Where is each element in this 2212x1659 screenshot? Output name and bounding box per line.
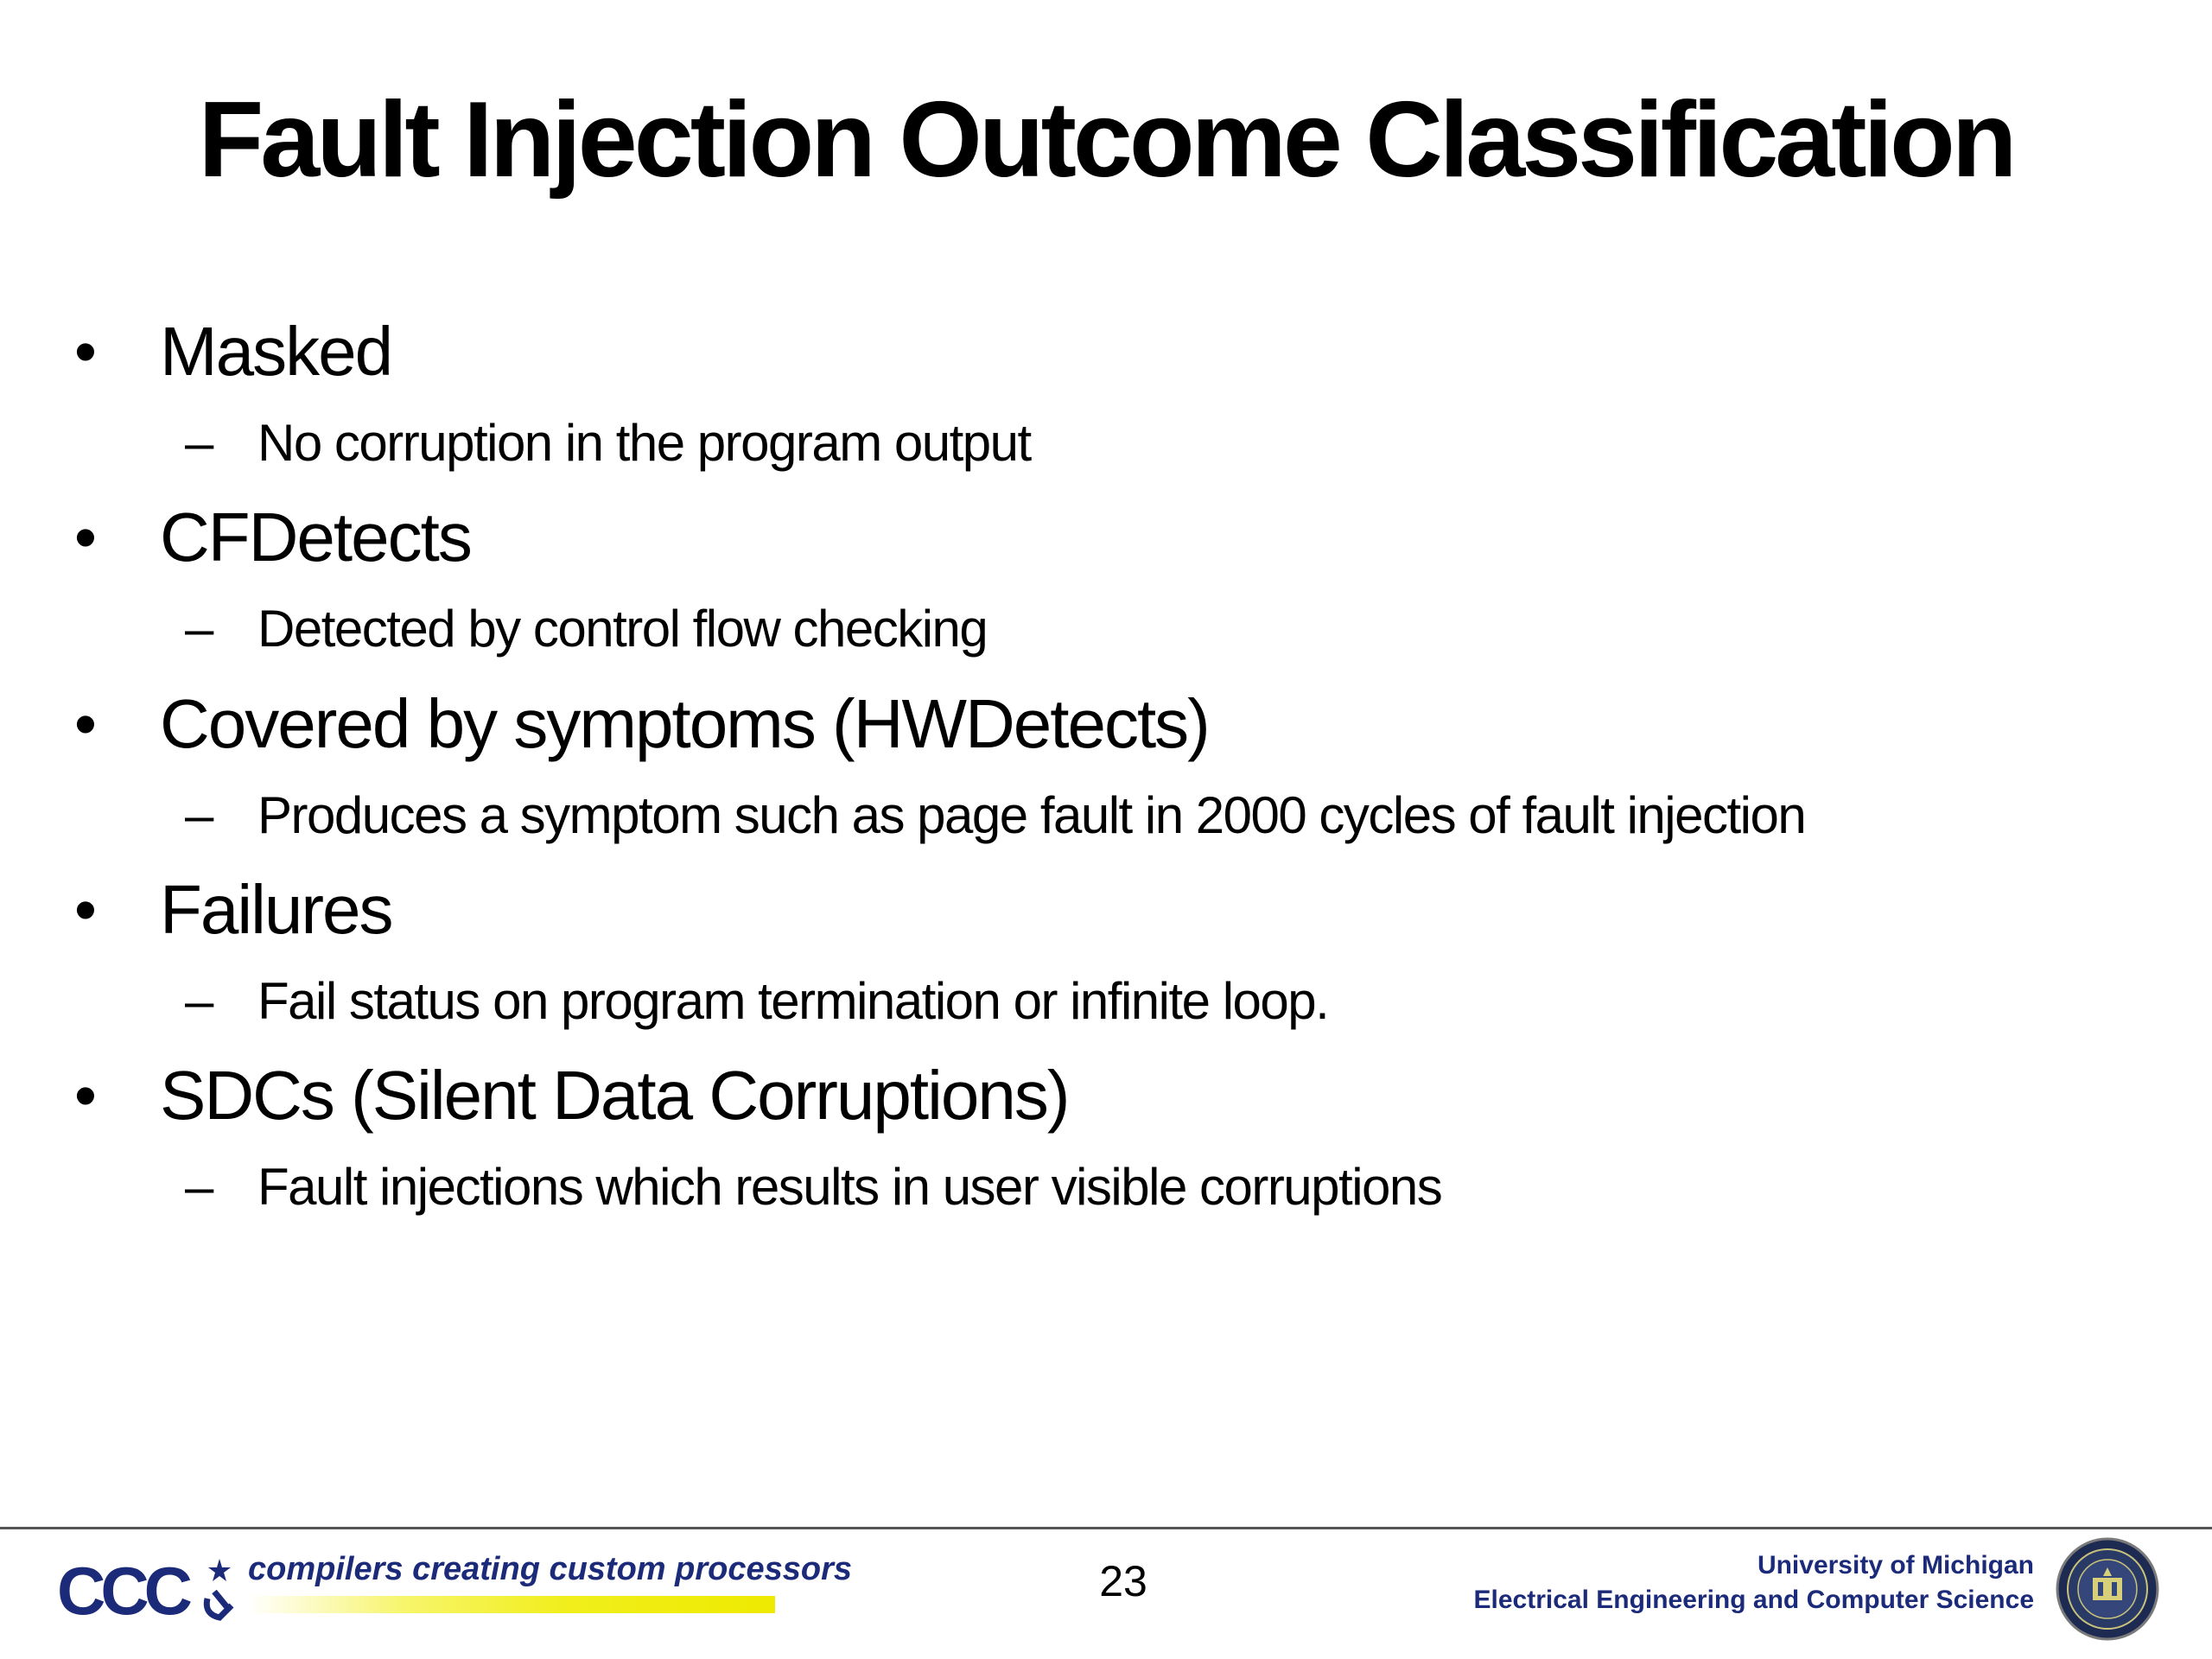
dash-icon: – <box>185 600 214 658</box>
bullet-icon: • <box>74 688 97 760</box>
sub-bullet-item <box>0 963 2212 1040</box>
bullet-item <box>0 304 2212 399</box>
sub-bullet-text: No corruption in the program output <box>257 414 1031 472</box>
bullet-icon: • <box>74 501 97 573</box>
sub-bullet-text: Fail status on program termination or infinite loop. <box>257 972 1329 1030</box>
footer-divider <box>0 1527 2212 1529</box>
ccc-logo-icon <box>54 1547 244 1633</box>
tagline: compilers creating custom processors <box>248 1551 853 1587</box>
sub-bullet-item <box>0 777 2212 855</box>
sub-bullet-text: Produces a symptom such as page fault in 2000 cycles of fault injection <box>257 786 1806 844</box>
bullet-label: SDCs (Silent Data Corruptions) <box>160 1057 1069 1134</box>
bullet-item <box>0 1048 2212 1143</box>
dash-icon: – <box>185 414 214 472</box>
bullet-item <box>0 490 2212 585</box>
bullet-label: CFDetects <box>160 499 471 575</box>
sub-bullet-text: Fault injections which results in user visible corruptions <box>257 1158 1442 1216</box>
bullet-icon: • <box>74 874 97 945</box>
bullet-icon: • <box>74 315 97 387</box>
tagline-highlight <box>248 1596 775 1613</box>
slide-title: Fault Injection Outcome Classification <box>198 80 2014 200</box>
bullet-item <box>0 677 2212 772</box>
sub-bullet-item <box>0 1148 2212 1226</box>
bullet-item <box>0 862 2212 957</box>
sub-bullet-item <box>0 404 2212 482</box>
page-number: 23 <box>1099 1557 1147 1605</box>
university-seal-icon <box>2055 1536 2160 1642</box>
bullet-icon: • <box>74 1059 97 1131</box>
sub-bullet-item <box>0 590 2212 668</box>
university-name: University of Michigan <box>1757 1551 2034 1580</box>
bullet-label: Failures <box>160 871 392 948</box>
dash-icon: – <box>185 1158 214 1216</box>
affiliation <box>1473 1548 2034 1618</box>
dash-icon: – <box>185 972 214 1030</box>
ccc-logo-text: CCC <box>57 1553 188 1629</box>
bullet-label: Covered by symptoms (HWDetects) <box>160 685 1209 762</box>
dash-icon: – <box>185 786 214 844</box>
sub-bullet-text: Detected by control flow checking <box>257 600 988 658</box>
bullet-label: Masked <box>160 313 392 390</box>
department-name: Electrical Engineering and Computer Science <box>1473 1586 2034 1614</box>
